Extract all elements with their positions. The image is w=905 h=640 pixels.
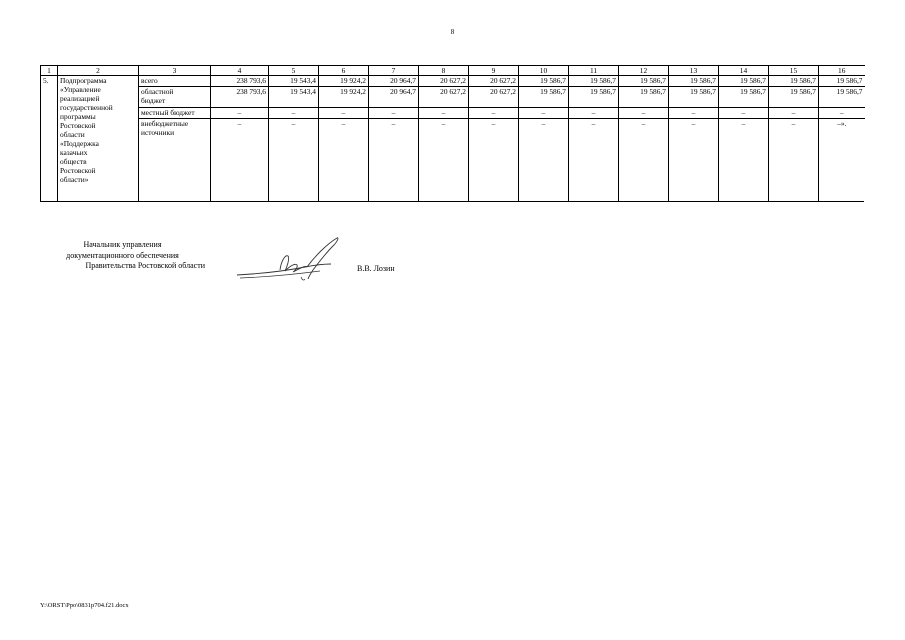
value-cell: – <box>719 119 769 201</box>
header-cell: 8 <box>419 66 469 76</box>
value-cell: 19 543,4 <box>269 76 319 87</box>
value-cell: – <box>319 119 369 201</box>
header-cell: 10 <box>519 66 569 76</box>
handwritten-signature <box>235 234 345 284</box>
value-cell: 19 586,7 <box>669 87 719 108</box>
program-name-line: области» <box>60 175 89 184</box>
header-cell: 1 <box>41 66 58 76</box>
value-cell: 19 586,7 <box>569 87 619 108</box>
value-cell: – <box>719 108 769 119</box>
header-cell: 3 <box>139 66 211 76</box>
value-cell: 238 793,6 <box>211 76 269 87</box>
program-name-line: «Управление <box>60 85 101 94</box>
source-label: местный бюджет <box>139 108 211 119</box>
value-cell: 19 924,2 <box>319 87 369 108</box>
value-cell: 19 586,7 <box>719 87 769 108</box>
value-cell: – <box>319 108 369 119</box>
value-cell: – <box>619 108 669 119</box>
header-cell: 4 <box>211 66 269 76</box>
table-row-local <box>41 108 865 119</box>
value-cell: 20 627,2 <box>419 76 469 87</box>
signatory-title <box>40 240 205 272</box>
page-number: 8 <box>450 28 455 36</box>
source-label <box>139 87 211 108</box>
program-name-line: Ростовской <box>60 121 96 130</box>
value-cell: 19 586,7 <box>619 76 669 87</box>
file-path: Y:\ORST\Ppo\0831p704.f21.docx <box>40 602 129 609</box>
value-cell: 19 586,7 <box>619 87 669 108</box>
value-cell: – <box>469 108 519 119</box>
program-name <box>58 76 139 201</box>
value-cell: – <box>369 119 419 201</box>
value-cell: 19 586,7 <box>569 76 619 87</box>
signatory-name: В.В. Лозин <box>357 264 395 273</box>
header-cell: 9 <box>469 66 519 76</box>
program-name-line: государственной <box>60 103 113 112</box>
header-cell: 15 <box>769 66 819 76</box>
header-cell: 16 <box>819 66 865 76</box>
value-cell: – <box>669 108 719 119</box>
signatory-title-line: документационного обеспечения <box>66 250 179 260</box>
program-name-line: реализацией <box>60 94 100 103</box>
source-label-line: областной <box>141 87 174 96</box>
source-label-line: внебюджетные <box>141 119 189 128</box>
value-cell: – <box>619 119 669 201</box>
value-cell: 20 964,7 <box>369 76 419 87</box>
header-cell: 7 <box>369 66 419 76</box>
value-cell: – <box>211 108 269 119</box>
program-name-line: Подпрограмма <box>60 76 107 85</box>
header-cell: 5 <box>269 66 319 76</box>
header-cell: 2 <box>58 66 139 76</box>
value-cell: 19 586,7 <box>719 76 769 87</box>
value-cell: 19 586,7 <box>769 87 819 108</box>
table-row-extrabudgetary <box>41 119 865 201</box>
value-cell: – <box>519 108 569 119</box>
header-cell: 11 <box>569 66 619 76</box>
program-name-line: «Поддержка <box>60 139 99 148</box>
source-label-line: источники <box>141 128 175 137</box>
value-cell: – <box>419 119 469 201</box>
value-cell: 20 627,2 <box>469 87 519 108</box>
value-cell: 20 627,2 <box>469 76 519 87</box>
header-cell: 13 <box>669 66 719 76</box>
program-name-line: области <box>60 130 85 139</box>
source-label: всего <box>139 76 211 87</box>
financing-table <box>40 65 865 201</box>
value-cell: – <box>669 119 719 201</box>
value-cell: – <box>769 108 819 119</box>
value-cell: – <box>269 119 319 201</box>
table-header-row <box>41 66 865 76</box>
table-bottom-border <box>40 201 864 202</box>
header-cell: 12 <box>619 66 669 76</box>
program-name-line: обществ <box>60 157 87 166</box>
value-cell: – <box>769 119 819 201</box>
program-name-line: программы <box>60 112 96 121</box>
program-name-line: казачьих <box>60 148 88 157</box>
signatory-title-line: Начальник управления <box>83 240 162 249</box>
signatory-title-line: Правительства Ростовской области <box>85 261 205 270</box>
value-cell: 19 924,2 <box>319 76 369 87</box>
program-name-line: Ростовской <box>60 166 96 175</box>
value-cell: 19 586,7 <box>819 87 865 108</box>
value-cell: – <box>369 108 419 119</box>
value-cell: – <box>419 108 469 119</box>
row-index: 5. <box>41 76 58 201</box>
value-cell: –». <box>819 119 865 201</box>
value-cell: 19 586,7 <box>819 76 865 87</box>
value-cell: 238 793,6 <box>211 87 269 108</box>
value-cell: – <box>469 119 519 201</box>
value-cell: – <box>211 119 269 201</box>
value-cell: 19 543,4 <box>269 87 319 108</box>
value-cell: – <box>569 119 619 201</box>
value-cell: – <box>519 119 569 201</box>
source-label-line: бюджет <box>141 96 166 105</box>
table-row-total <box>41 76 865 87</box>
value-cell: 19 586,7 <box>769 76 819 87</box>
value-cell: 20 964,7 <box>369 87 419 108</box>
value-cell: – <box>569 108 619 119</box>
value-cell: 19 586,7 <box>519 87 569 108</box>
value-cell: 20 627,2 <box>419 87 469 108</box>
source-label <box>139 119 211 201</box>
table-row-regional <box>41 87 865 108</box>
value-cell: – <box>819 108 865 119</box>
header-cell: 14 <box>719 66 769 76</box>
value-cell: 19 586,7 <box>519 76 569 87</box>
header-cell: 6 <box>319 66 369 76</box>
value-cell: – <box>269 108 319 119</box>
value-cell: 19 586,7 <box>669 76 719 87</box>
